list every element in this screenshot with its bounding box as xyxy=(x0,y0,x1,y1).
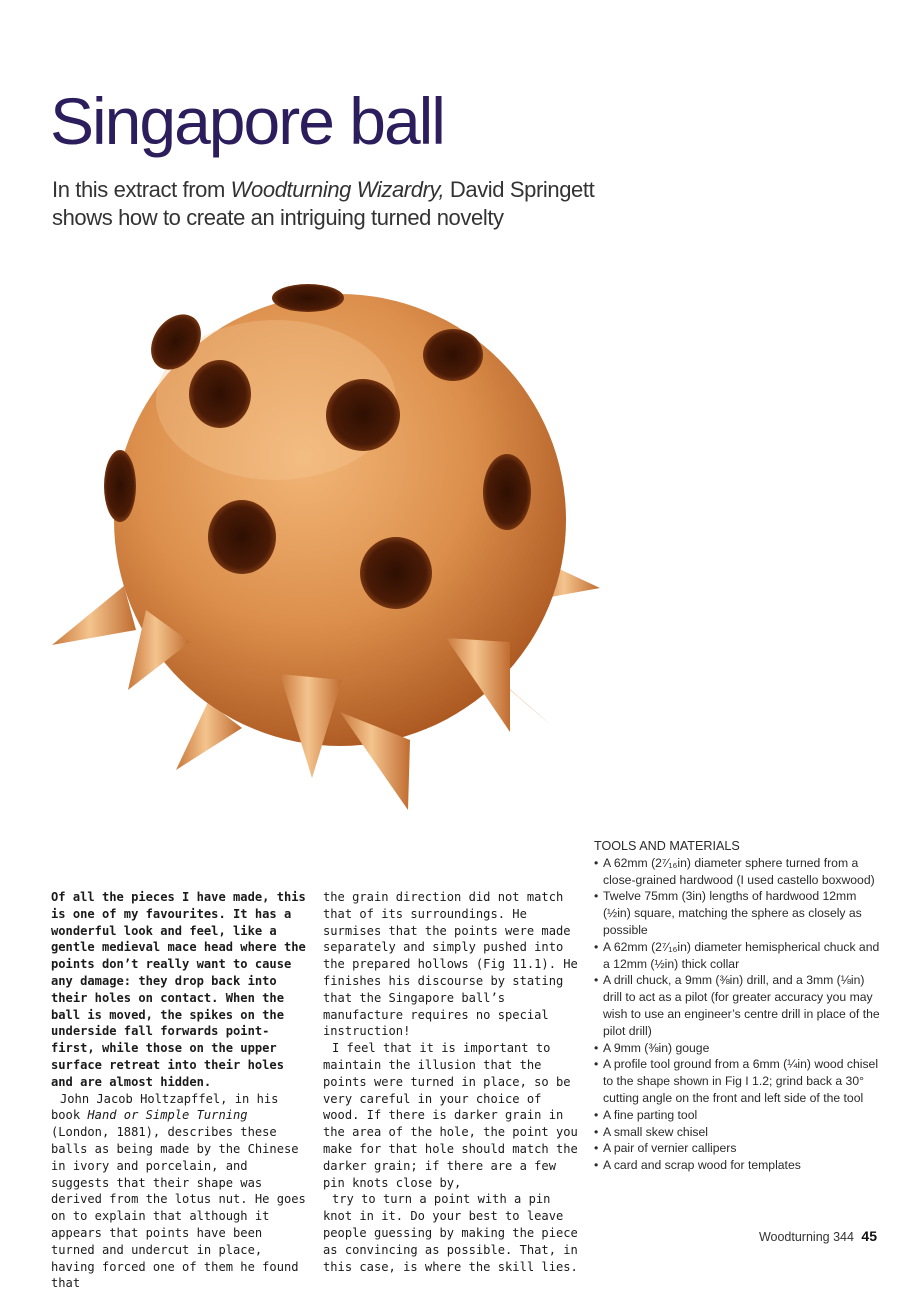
standfirst-text-post: David Springett shows how to create an intriguing turned novelty xyxy=(52,177,595,230)
para2-pre: John Jacob Holtzapffel, in his book xyxy=(51,1091,279,1123)
hole xyxy=(189,360,251,428)
standfirst xyxy=(52,176,612,232)
magazine-issue: Woodturning 344 xyxy=(758,1230,854,1244)
tools-and-materials-box xyxy=(594,838,884,1174)
hole xyxy=(360,537,432,609)
body-paragraph xyxy=(51,1091,309,1292)
body-paragraph: the grain direction did not match that of its surroundings. He surmises that the points were made separately and simply pushed into the prepared hollows (Fig 11.1). He finishes his discourse by stating that the Singapore ball’s manufacture requires no special instruction! xyxy=(323,890,578,1039)
hole xyxy=(208,500,276,574)
tools-list-item: • A 62mm (2⁷⁄₁₆in) diameter hemispherical chuck and a 12mm (½in) thick collar xyxy=(594,939,884,973)
body-paragraph: I feel that it is important to maintain the illusion that the points were turned in place, so be very careful in your choice of wood. If there is darker grain in the area of the hole, the point you make for that hole should match the darker grain; if there are a few pin knots close by, xyxy=(323,1041,578,1190)
tools-list xyxy=(594,855,884,1174)
hole xyxy=(483,454,531,530)
body-column-1 xyxy=(51,889,309,1292)
tools-list-item: • A 62mm (2⁷⁄₁₆in) diameter sphere turned from a close-grained hardwood (I used castello boxwood) xyxy=(594,855,884,889)
tools-list-item: • A pair of vernier callipers xyxy=(594,1140,884,1157)
hole xyxy=(104,450,136,522)
hole xyxy=(423,329,483,381)
intro-paragraph: Of all the pieces I have made, this is one of my favourites. It has a wonderful look and feel, like a gentle medieval mace head where the points don’t really want to cause any damage: they drop back into their holes on contact. When the ball is moved, the spikes on the underside fall forwards point-first, while those on the upper surface retreat into their holes and are almost hidden. xyxy=(51,890,306,1089)
tools-list-item: • A small skew chisel xyxy=(594,1124,884,1141)
page-footer xyxy=(759,1228,877,1244)
tools-heading: TOOLS AND MATERIALS xyxy=(594,839,740,853)
body-paragraph: try to turn a point with a pin knot in it. Do your best to leave people guessing by making the piece as convincing as possible. That, in this case, is where the skill lies. xyxy=(323,1192,578,1274)
singapore-ball-photo xyxy=(40,270,620,830)
tools-list-item: • A card and scrap wood for templates xyxy=(594,1157,884,1174)
standfirst-text-pre: In this extract from xyxy=(52,177,231,202)
tools-list-item: • A profile tool ground from a 6mm (¼in) wood chisel to the shape shown in Fig I 1.2; grind back a 30° cutting angle on the front and left side of the tool xyxy=(594,1056,884,1106)
tools-list-item: • A fine parting tool xyxy=(594,1107,884,1124)
tools-list-item: • A drill chuck, a 9mm (⅜in) drill, and a 3mm (⅛in) drill to act as a pilot (for greater accuracy you may wish to use an engineer’s centre drill in place of the pilot drill) xyxy=(594,972,884,1039)
tools-list-item: • A 9mm (⅜in) gouge xyxy=(594,1040,884,1057)
spike xyxy=(52,586,136,645)
hole xyxy=(326,379,400,451)
para2-book-title: Hand or Simple Turning xyxy=(87,1108,248,1123)
standfirst-book-title: Woodturning Wizardry, xyxy=(230,177,445,202)
tools-list-item: • Twelve 75mm (3in) lengths of hardwood 12mm (½in) square, matching the sphere as closely as possible xyxy=(594,888,884,938)
article-title: Singapore ball xyxy=(50,84,444,158)
hole xyxy=(272,284,344,312)
page-number: 45 xyxy=(861,1228,877,1244)
body-column-2 xyxy=(323,889,581,1275)
para2-post: (London, 1881), describes these balls as being made by the Chinese in ivory and porcelain, and suggests that their shape was derived from the lotus nut. He goes on to explain that although it appears that points have been turned and undercut in place, having forced one of them he found that xyxy=(51,1125,306,1291)
